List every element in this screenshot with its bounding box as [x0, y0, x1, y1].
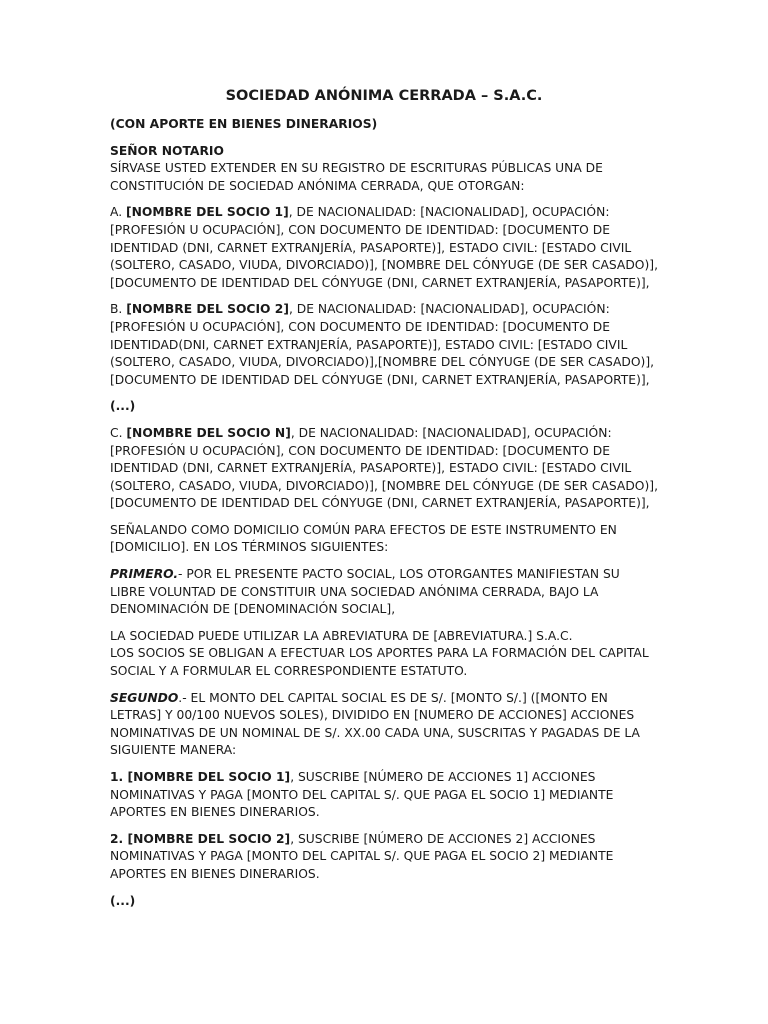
document-subtitle: (CON APORTE EN BIENES DINERARIOS) — [110, 117, 378, 131]
contributions-paragraph: LOS SOCIOS SE OBLIGAN A EFECTUAR LOS APORTES PARA LA FORMACIÓN DEL CAPITAL SOCIAL Y A FORMULAR EL CORRESPONDIENTE ESTATUTO. — [110, 646, 649, 679]
partner-paragraph-b — [110, 301, 658, 389]
subscription-name: 2. [NOMBRE DEL SOCIO 2] — [110, 831, 291, 846]
subscription-name: 1. [NOMBRE DEL SOCIO 1] — [110, 770, 291, 784]
clause-second — [110, 690, 658, 760]
addressee: SEÑOR NOTARIO — [110, 143, 224, 158]
partner-details: , DE NACIONALIDAD: [NACIONALIDAD], OCUPACIÓN: [PROFESIÓN U OCUPACIÓN], CON DOCUMENTO DE IDENTIDAD: [DOCUMENTO DE IDENTIDAD (DNI, CARNET EXTRANJERÍA, PASAPORTE)], ESTADO CIVIL: [ESTADO CIVIL (SOLTERO, CASADO, VIUDA, DIVORCIADO)], [NOMBRE DEL CÓNYUGE (DE SER CASADO)], [DOCUMENTO DE IDENTIDAD DEL CÓNYUGE (DNI, CARNET EXTRANJERÍA, PASAPORTE)], — [110, 425, 658, 511]
partner-name: [NOMBRE DEL SOCIO 1] — [126, 205, 289, 220]
clause-first-label: PRIMERO. — [110, 567, 179, 582]
partner-name: [NOMBRE DEL SOCIO N] — [126, 425, 291, 440]
subscription-paragraph-1 — [110, 769, 658, 822]
partner-letter: A. — [110, 205, 127, 220]
partner-paragraph-c — [110, 425, 658, 513]
subscription-paragraph-2 — [110, 831, 658, 884]
ellipsis: (...) — [110, 399, 136, 414]
clause-first — [110, 566, 658, 619]
domicile-paragraph: SEÑALANDO COMO DOMICILIO COMÚN PARA EFECTOS DE ESTE INSTRUMENTO EN [DOMICILIO]. EN LOS TÉRMINOS SIGUIENTES: — [110, 522, 617, 555]
clause-second-text: .- EL MONTO DEL CAPITAL SOCIAL ES DE S/. [MONTO S/.] ([MONTO EN LETRAS] Y 00/100 NUEVOS SOLES), DIVIDIDO EN [NUMERO DE ACCIONES] ACCIONES NOMINATIVAS DE UN NOMINAL DE S/. XX.00 CADA UNA, SUSCRITAS Y PAGADAS DE LA SIGUIENTE MANERA: — [110, 690, 640, 758]
partner-name: [NOMBRE DEL SOCIO 2] — [126, 302, 289, 317]
subscription-text: , SUSCRIBE [NÚMERO DE ACCIONES 1] ACCIONES NOMINATIVAS Y PAGA [MONTO DEL CAPITAL S/. QUE PAGA EL SOCIO 1] MEDIANTE APORTES EN BIENES DINERARIOS. — [110, 770, 614, 820]
partner-letter: C. — [110, 425, 127, 440]
subscription-text: , SUSCRIBE [NÚMERO DE ACCIONES 2] ACCIONES NOMINATIVAS Y PAGA [MONTO DEL CAPITAL S/. QUE PAGA EL SOCIO 2] MEDIANTE APORTES EN BIENES DINERARIOS. — [110, 831, 614, 881]
clause-first-text: - POR EL PRESENTE PACTO SOCIAL, LOS OTORGANTES MANIFIESTAN SU LIBRE VOLUNTAD DE CONSTITUIR UNA SOCIEDAD ANÓNIMA CERRADA, BAJO LA DENOMINACIÓN DE [DENOMINACIÓN SOCIAL], — [110, 567, 620, 617]
intro-paragraph: SÍRVASE USTED EXTENDER EN SU REGISTRO DE ESCRITURAS PÚBLICAS UNA DE CONSTITUCIÓN DE SOCIEDAD ANÓNIMA CERRADA, QUE OTORGAN: — [110, 161, 603, 193]
partner-details: , DE NACIONALIDAD: [NACIONALIDAD], OCUPACIÓN: [PROFESIÓN U OCUPACIÓN], CON DOCUMENTO DE IDENTIDAD: [DOCUMENTO DE IDENTIDAD(DNI, CARNET EXTRANJERÍA, PASAPORTE)], ESTADO CIVIL: [ESTADO CIVIL (SOLTERO, CASADO, VIUDA, DIVORCIADO)],[NOMBRE DEL CÓNYUGE (DE SER CASADO)], [DOCUMENTO DE IDENTIDAD DEL CÓNYUGE (DNI, CARNET EXTRANJERÍA, PASAPORTE)], — [110, 302, 655, 387]
clause-second-label: SEGUNDO — [110, 690, 179, 705]
partner-details: , DE NACIONALIDAD: [NACIONALIDAD], OCUPACIÓN: [PROFESIÓN U OCUPACIÓN], CON DOCUMENTO DE IDENTIDAD: [DOCUMENTO DE IDENTIDAD (DNI, CARNET EXTRANJERÍA, PASAPORTE)], ESTADO CIVIL: [ESTADO CIVIL (SOLTERO, CASADO, VIUDA, DIVORCIADO)], [NOMBRE DEL CÓNYUGE (DE SER CASADO)], [DOCUMENTO DE IDENTIDAD DEL CÓNYUGE (DNI, CARNET EXTRANJERÍA, PASAPORTE)], — [110, 205, 658, 290]
document-page — [110, 86, 658, 919]
document-title: SOCIEDAD ANÓNIMA CERRADA – S.A.C. — [225, 88, 543, 104]
abbreviation-paragraph: LA SOCIEDAD PUEDE UTILIZAR LA ABREVIATURA DE [ABREVIATURA.] S.A.C. — [110, 628, 573, 643]
partner-paragraph-a — [110, 204, 658, 292]
ellipsis: (...) — [110, 893, 136, 908]
partner-letter: B. — [110, 302, 127, 317]
